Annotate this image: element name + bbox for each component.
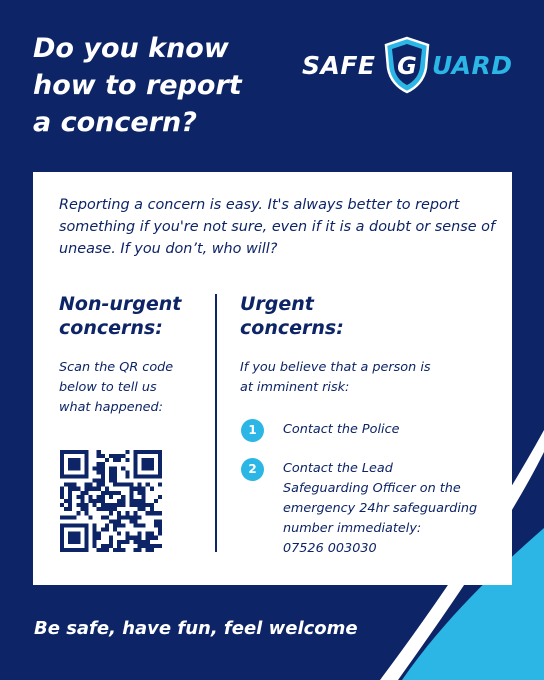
urgent-text-line: at imminent risk: <box>240 380 350 395</box>
non-urgent-title <box>59 292 181 340</box>
shield-icon <box>383 36 431 94</box>
step-text-line: Contact the Police <box>283 422 400 437</box>
step-number-badge: 1 <box>241 419 264 442</box>
headline-line: Do you know <box>33 33 229 64</box>
headline <box>33 30 242 141</box>
step-text-line: emergency 24hr safeguarding <box>283 501 478 516</box>
non-urgent-title-line: concerns: <box>59 317 163 339</box>
step-text <box>283 459 503 559</box>
step-number-badge: 2 <box>241 458 264 481</box>
info-card <box>33 172 512 585</box>
logo-text-left: SAFE <box>302 51 376 80</box>
urgent-title <box>240 292 344 340</box>
headline-line: a concern? <box>33 107 197 138</box>
logo-text-right: UARD <box>432 51 513 80</box>
step-text-line: Safeguarding Officer on the <box>283 481 461 496</box>
shield-letter: G <box>397 52 417 80</box>
step-text-line: number immediately: <box>283 521 422 536</box>
urgent-text <box>240 358 431 398</box>
step-text <box>283 420 503 440</box>
non-urgent-text-line: below to tell us <box>59 380 157 395</box>
non-urgent-text-line: what happened: <box>59 400 163 415</box>
headline-line: how to report <box>33 70 242 101</box>
qr-code[interactable] <box>60 450 162 552</box>
step-text-line: Contact the Lead <box>283 461 393 476</box>
phone-number[interactable]: 07526 003030 <box>283 541 377 556</box>
urgent-text-line: If you believe that a person is <box>240 360 431 375</box>
intro-text: Reporting a concern is easy. It's always better to report something if you're not sure, even if it is a doubt or sense of unease. If you don’t, who will? <box>59 197 496 257</box>
tagline: Be safe, have fun, feel welcome <box>34 618 358 639</box>
non-urgent-text-line: Scan the QR code <box>59 360 174 375</box>
non-urgent-text <box>59 358 173 418</box>
safeguard-logo <box>302 36 516 96</box>
column-divider <box>215 294 217 552</box>
urgent-title-line: Urgent <box>240 293 314 315</box>
non-urgent-title-line: Non-urgent <box>59 293 182 315</box>
urgent-title-line: concerns: <box>240 317 344 339</box>
